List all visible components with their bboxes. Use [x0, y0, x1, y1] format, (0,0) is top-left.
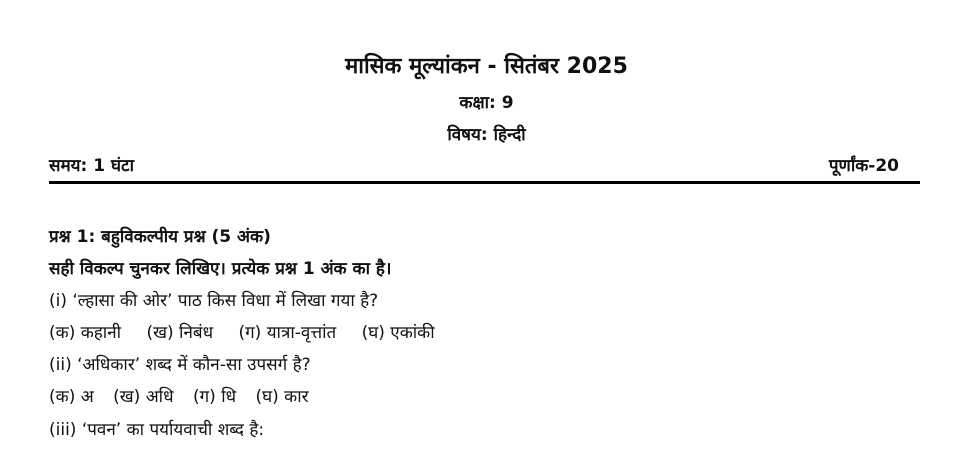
question-1-text: (i) ‘ल्हासा की ओर’ पाठ किस विधा में लिखा गया है? [49, 291, 379, 311]
time-label: समय: 1 घंटा [49, 156, 134, 176]
option-gha: (घ) कार [255, 387, 309, 407]
subject-label: विषय: हिन्दी [447, 125, 526, 145]
option-kha: (ख) निबंध [146, 323, 214, 343]
option-gha: (घ) एकांकी [361, 323, 435, 343]
section-instruction: सही विकल्प चुनकर लिखिए। प्रत्येक प्रश्न 1 अंक का है। [49, 259, 392, 279]
question-2-text: (ii) ‘अधिकार’ शब्द में कौन-सा उपसर्ग है? [49, 355, 311, 375]
option-ka: (क) कहानी [49, 323, 122, 343]
exam-title: मासिक मूल्यांकन - सितंबर 2025 [345, 54, 628, 79]
question-3-text: (iii) ‘पवन’ का पर्यायवाची शब्द है: [49, 420, 265, 440]
question-2-options [49, 384, 323, 407]
meta-row [49, 153, 899, 179]
question-1-options [49, 320, 455, 343]
class-label: कक्षा: 9 [459, 93, 514, 113]
max-marks-label: पूर्णांक-20 [828, 156, 899, 176]
option-ga: (ग) यात्रा-वृत्तांत [238, 323, 337, 343]
option-ga: (ग) धि [192, 387, 237, 407]
header-divider [49, 181, 920, 184]
option-ka: (क) अ [49, 387, 94, 407]
option-kha: (ख) अधि [113, 387, 174, 407]
section-heading: प्रश्न 1: बहुविकल्पीय प्रश्न (5 अंक) [49, 227, 271, 247]
